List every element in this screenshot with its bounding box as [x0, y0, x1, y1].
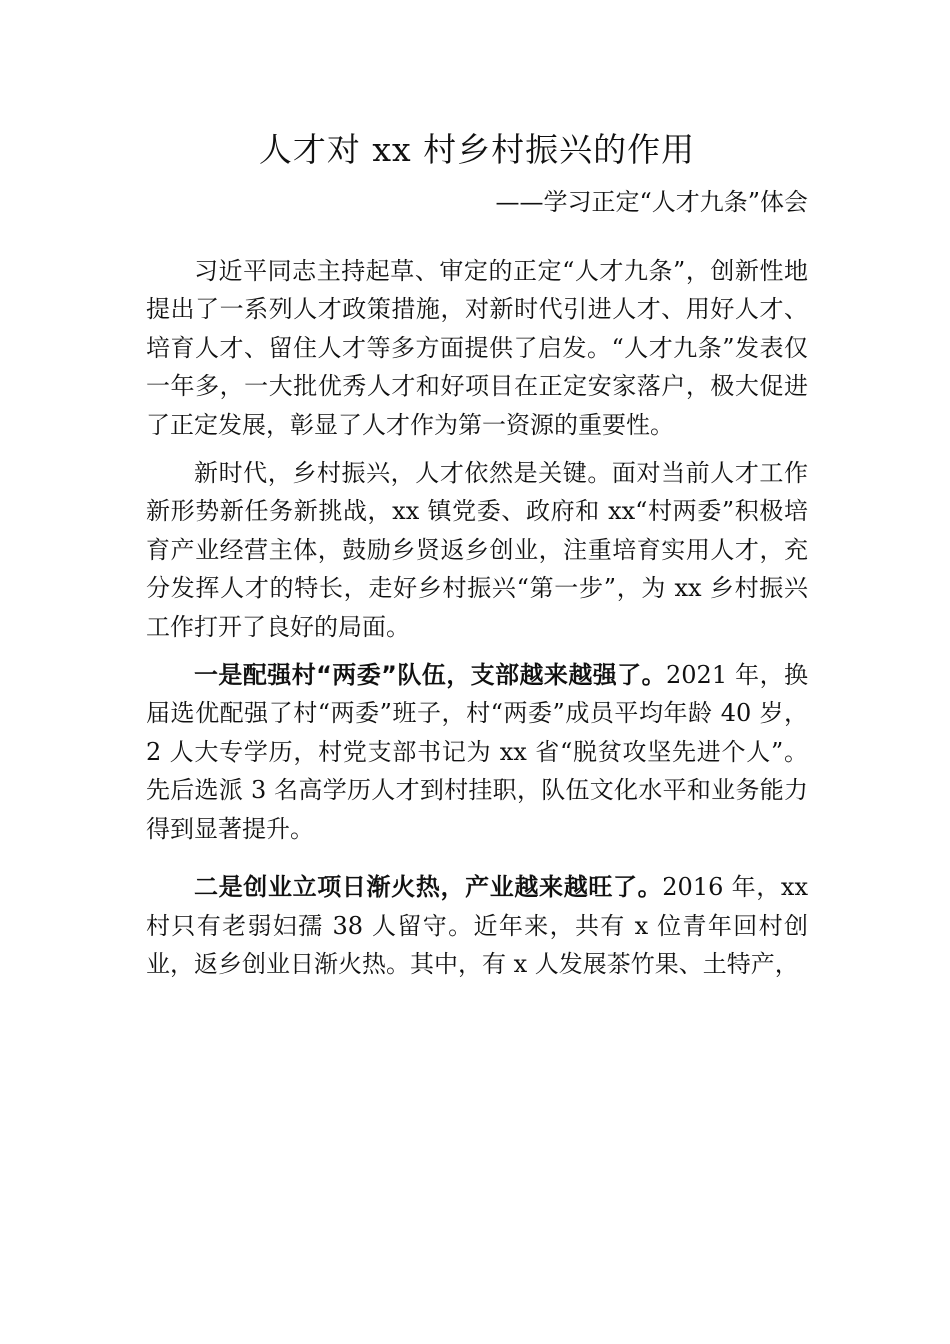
paragraph-context — [146, 454, 808, 646]
paragraph-lead: 二是创业立项日渐火热，产业越来越旺了。 — [194, 873, 663, 902]
paragraph-intro — [146, 252, 808, 444]
document-page — [146, 120, 808, 993]
paragraph-text: 新时代，乡村振兴，人才依然是关键。面对当前人才工作新形势新任务新挑战，xx 镇党委、政府和 xx“村两委”积极培育产业经营主体，鼓励乡贤返乡创业，注重培育实用人才，充分发挥人才的特长，走好乡村振兴“第一步”，为 xx 乡村振兴工作打开了良好的局面。 — [146, 459, 808, 641]
paragraph-point-one — [146, 656, 808, 848]
paragraph-lead: 一是配强村“两委”队伍，支部越来越强了。 — [194, 661, 667, 690]
paragraph-text: 2021 年，换届选优配强了村“两委”班子，村“两委”成员平均年龄 40 岁，2 人大专学历，村党支部书记为 xx 省“脱贫攻坚先进个人”。先后选派 3 名高学历人才到村挂职，队伍文化水平和业务能力得到显著提升。 — [146, 661, 808, 843]
paragraph-text: 2016 年，xx 村只有老弱妇孺 38 人留守。近年来，共有 x 位青年回村创业，返乡创业日渐火热。其中，有 x 人发展茶竹果、土特产， — [146, 873, 808, 978]
document-subtitle: ——学习正定“人才九条”体会 — [495, 188, 808, 216]
document-title: 人才对 xx 村乡村振兴的作用 — [258, 130, 696, 169]
paragraph-point-two — [146, 868, 808, 983]
paragraph-text: 习近平同志主持起草、审定的正定“人才九条”，创新性地提出了一系列人才政策措施，对新时代引进人才、用好人才、培育人才、留住人才等多方面提供了启发。“人才九条”发表仅一年多，一大批优秀人才和好项目在正定安家落户，极大促进了正定发展，彰显了人才作为第一资源的重要性。 — [146, 257, 808, 439]
